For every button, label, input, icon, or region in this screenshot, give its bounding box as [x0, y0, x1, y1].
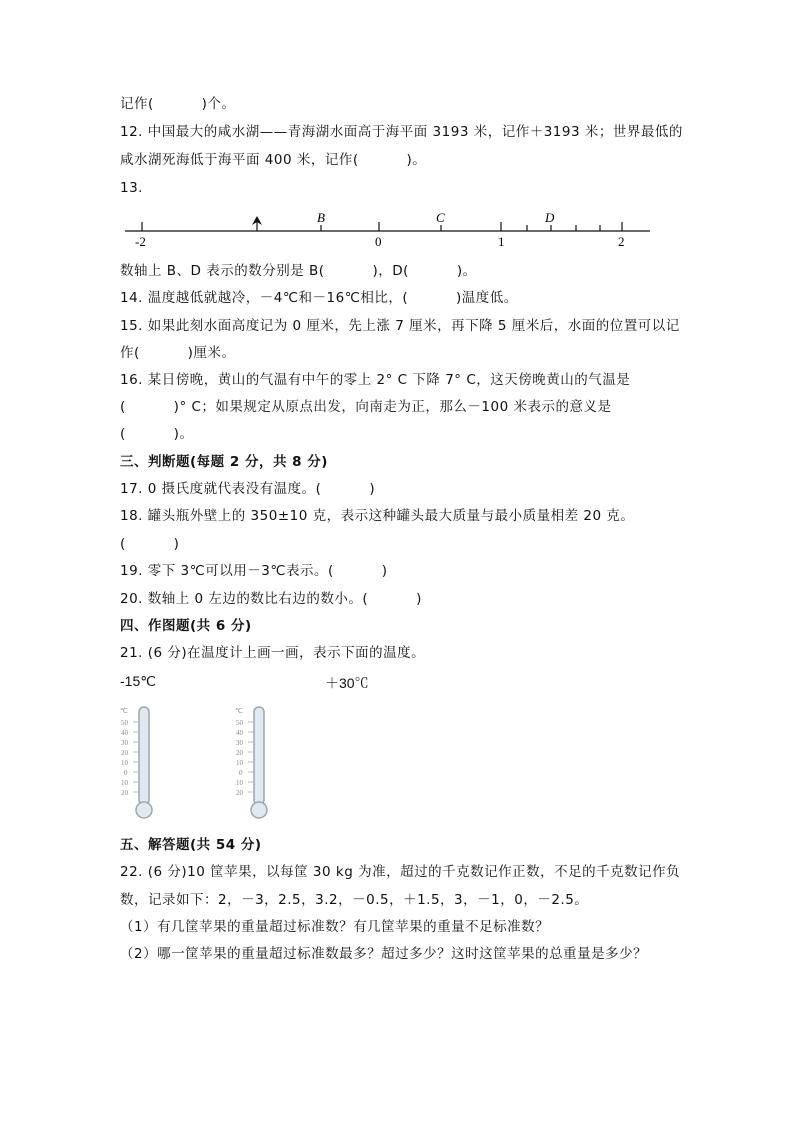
section-heading: 四、作图题(共 6 分) [120, 618, 252, 634]
point-label-c: C [436, 210, 445, 225]
text-line: 数轴上 B、D 表示的数分别是 B( )，D( )。 [120, 263, 477, 279]
point-label-d: D [545, 210, 555, 225]
thermometer[interactable] [230, 703, 280, 823]
question-14: 14. 温度越低就越冷，－4℃和－16℃相比，( )温度低。 [120, 290, 518, 306]
question-15: 15. 如果此刻水面高度记为 0 厘米，先上涨 7 厘米，再下降 5 厘米后，水面的位置可以记 [120, 318, 680, 334]
question-17: 17. 0 摄氏度就代表没有温度。( ) [120, 481, 376, 497]
section-heading: 五、解答题(共 54 分) [120, 837, 262, 853]
sub-question: （2）哪一筐苹果的重量超过标准数最多？超过多少？这时这筐苹果的总重量是多少？ [120, 946, 648, 962]
text-line: ( ) [120, 536, 180, 552]
tick-label: 10 [121, 779, 128, 787]
temperature-label: -15℃ [120, 673, 156, 689]
text-line: 数，记录如下：2，－3，2.5，3.2，－0.5，＋1.5，3，－1，0，－2.5。 [120, 892, 589, 908]
question-19: 19. 零下 3℃可以用－3℃表示。( ) [120, 563, 388, 579]
sub-question: （1）有几筐苹果的重量超过标准数？有几筐苹果的重量不足标准数？ [120, 919, 550, 935]
tick-label: 10 [236, 759, 243, 767]
tick-label: 0 [375, 234, 382, 249]
question-12: 12. 中国最大的咸水湖——青海湖水面高于海平面 3193 米，记作＋3193 米；世界最低的 [120, 124, 683, 140]
tick-label: 50 [236, 719, 243, 727]
tick-label: 20 [236, 789, 243, 797]
text-line: 记作( )个。 [120, 96, 236, 112]
question-22: 22. (6 分)10 筐苹果，以每筐 30 kg 为准，超过的千克数记作正数，不足的千克数记作负 [120, 864, 681, 880]
tick-label: 50 [121, 719, 128, 727]
tick-label: 10 [121, 759, 128, 767]
temperature-label: ＋30℃ [325, 675, 369, 691]
question-13: 13. [120, 180, 143, 196]
thermometer[interactable] [115, 703, 165, 823]
tick-label: -2 [135, 234, 146, 249]
tick-label: 0 [124, 769, 128, 777]
number-line [115, 204, 675, 254]
thermometer-unit: ℃ [120, 707, 128, 715]
text-line: 咸水湖死海低于海平面 400 米，记作( )。 [120, 152, 427, 168]
tick-label: 40 [121, 729, 128, 737]
text-line: ( )。 [120, 426, 194, 442]
tick-label: 2 [618, 234, 625, 249]
tick-label: 0 [239, 769, 243, 777]
text-line: ( )° C；如果规定从原点出发，向南走为正，那么－100 米表示的意义是 [120, 399, 612, 415]
tick-label: 1 [498, 234, 505, 249]
question-21: 21. (6 分)在温度计上画一画，表示下面的温度。 [120, 645, 426, 661]
tick-label: 20 [121, 789, 128, 797]
tick-label: 10 [236, 779, 243, 787]
question-20: 20. 数轴上 0 左边的数比右边的数小。( ) [120, 591, 422, 607]
question-16: 16. 某日傍晚，黄山的气温有中午的零上 2° C 下降 7° C，这天傍晚黄山的气温是 [120, 372, 631, 388]
point-label-b: B [317, 210, 325, 225]
tick-label: 30 [236, 739, 243, 747]
tick-label: 30 [121, 739, 128, 747]
tick-label: 40 [236, 729, 243, 737]
tick-label: 20 [236, 749, 243, 757]
tick-label: 20 [121, 749, 128, 757]
text-line: 作( )厘米。 [120, 345, 236, 361]
thermometer-unit: ℃ [235, 707, 243, 715]
section-heading: 三、判断题(每题 2 分，共 8 分) [120, 454, 328, 470]
question-18: 18. 罐头瓶外壁上的 350±10 克，表示这种罐头最大质量与最小质量相差 20 克。 [120, 508, 635, 524]
